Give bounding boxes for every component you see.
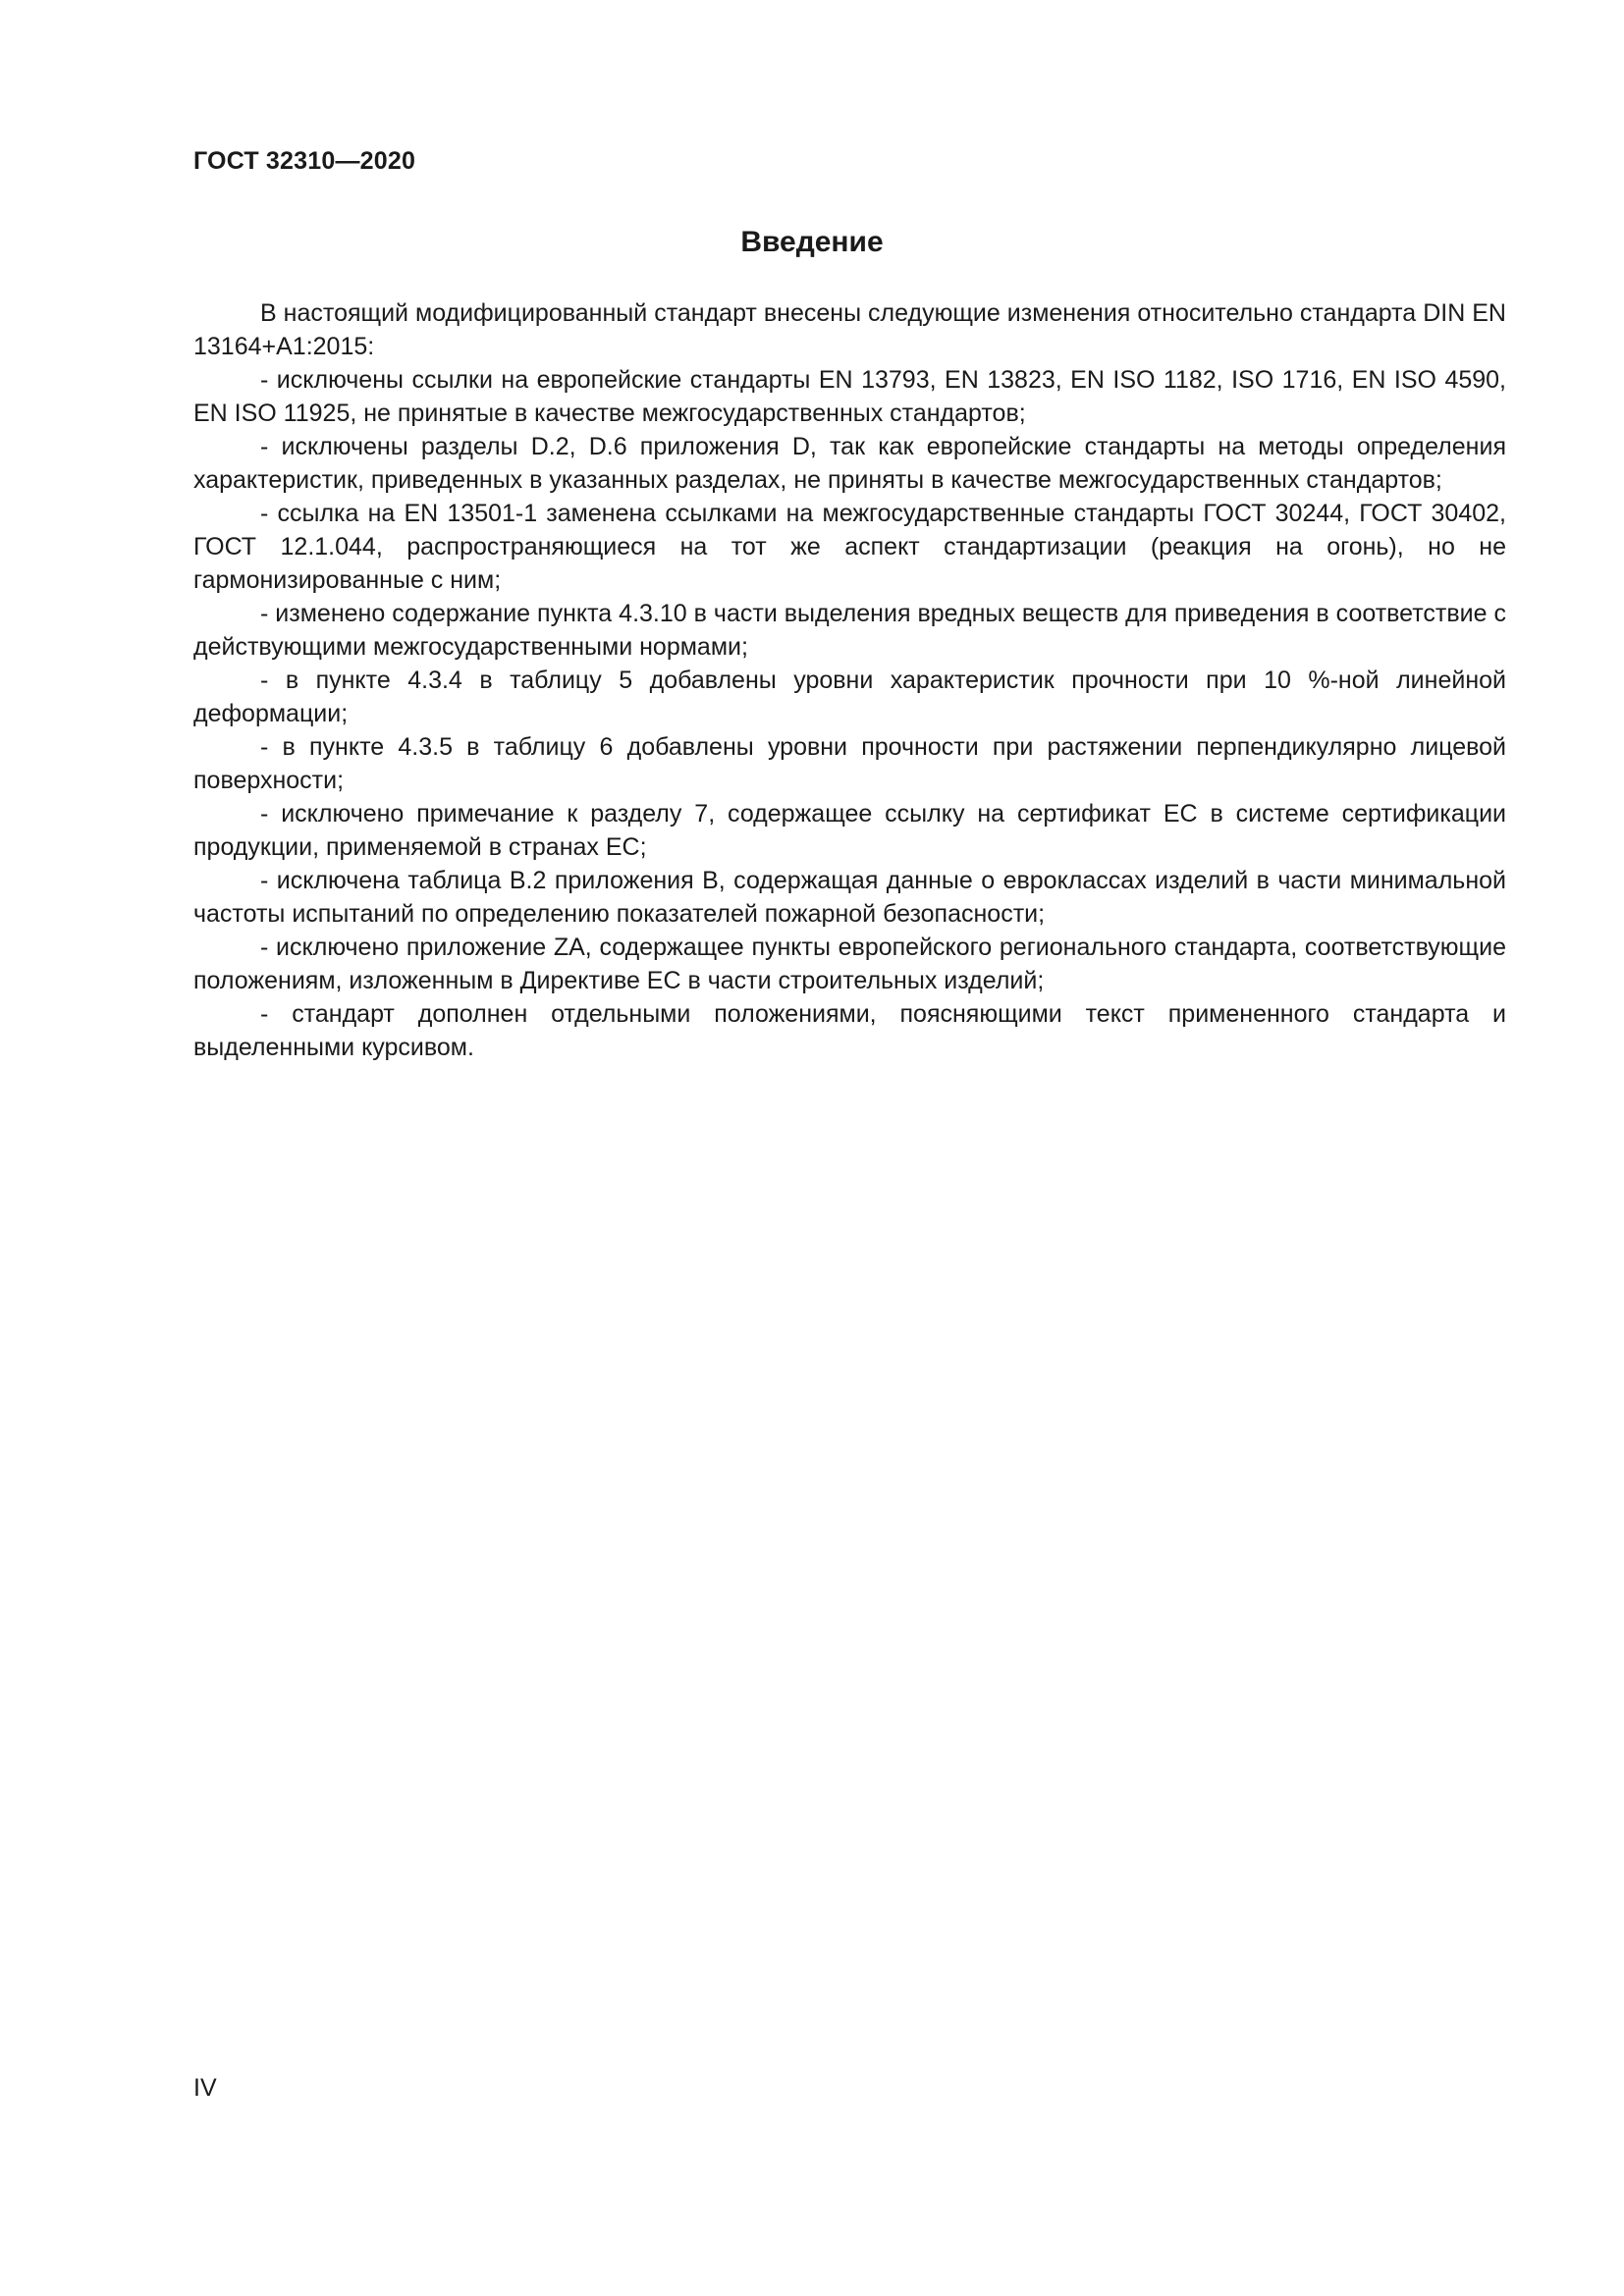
page-number: IV xyxy=(193,2074,217,2102)
list-item: - исключено приложение ZA, содержащее пункты европейского регионального стандарта, соответствующие положениям, изложенным в Директиве ЕС в части строительных изделий; xyxy=(193,934,1506,994)
document-header: ГОСТ 32310—2020 xyxy=(193,147,416,175)
list-item: - в пункте 4.3.4 в таблицу 5 добавлены уровни характеристик прочности при 10 %-ной линейной деформации; xyxy=(193,667,1506,727)
list-item: - стандарт дополнен отдельными положениями, поясняющими текст примененного стандарта и выделенными курсивом. xyxy=(193,1000,1506,1061)
section-title: Введение xyxy=(740,226,884,258)
intro-paragraph: В настоящий модифицированный стандарт внесены следующие изменения относительно стандарта DIN EN 13164+A1:2015: xyxy=(193,299,1506,360)
list-item: - исключено примечание к разделу 7, содержащее ссылку на сертификат ЕС в системе сертификации продукции, применяемой в странах ЕС; xyxy=(193,800,1506,861)
introduction-body xyxy=(193,296,1506,1064)
list-item: - исключена таблица В.2 приложения В, содержащая данные о евроклассах изделий в части минимальной частоты испытаний по определению показателей пожарной безопасности; xyxy=(193,867,1506,928)
list-item: - изменено содержание пункта 4.3.10 в части выделения вредных веществ для приведения в соответствие с действующими межгосударственными нормами; xyxy=(193,600,1506,661)
list-item: - ссылка на EN 13501-1 заменена ссылками на межгосударственные стандарты ГОСТ 30244, ГОСТ 30402, ГОСТ 12.1.044, распространяющиеся на тот же аспект стандартизации (реакция на огонь), но не гармонизированные с ним; xyxy=(193,500,1506,594)
list-item: - исключены ссылки на европейские стандарты EN 13793, EN 13823, EN ISO 1182, ISO 1716, EN ISO 4590, EN ISO 11925, не принятые в качестве межгосударственных стандартов; xyxy=(193,366,1506,427)
list-item: - исключены разделы D.2, D.6 приложения D, так как европейские стандарты на методы определения характеристик, приведенных в указанных разделах, не приняты в качестве межгосударственных стандартов; xyxy=(193,433,1506,494)
list-item: - в пункте 4.3.5 в таблицу 6 добавлены уровни прочности при растяжении перпендикулярно лицевой поверхности; xyxy=(193,733,1506,794)
